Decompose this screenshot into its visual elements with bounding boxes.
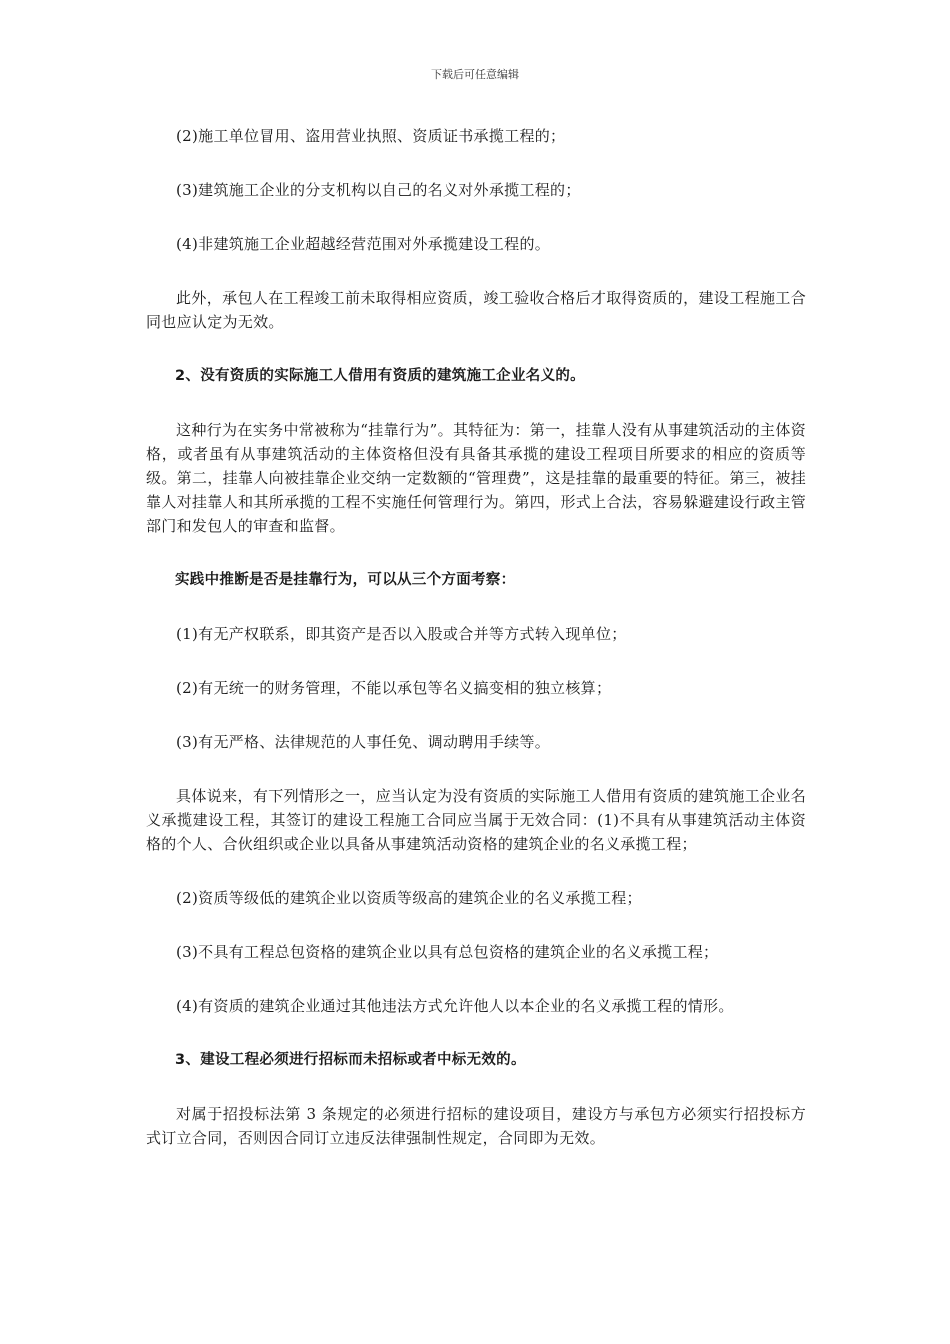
- body-paragraph: 此外，承包人在工程竣工前未取得相应资质，竣工验收合格后才取得资质的，建设工程施工合同也应认定为无效。: [146, 289, 806, 331]
- list-item: (3)不具有工程总包资格的建筑企业以具有总包资格的建筑企业的名义承揽工程；: [176, 943, 719, 961]
- body-paragraph: 对属于招投标法第 3 条规定的必须进行招标的建设项目，建设方与承包方必须实行招投标方式订立合同，否则因合同订立违反法律强制性规定，合同即为无效。: [146, 1105, 806, 1147]
- list-item: (1)有无产权联系，即其资产是否以入股或合并等方式转入现单位；: [176, 625, 627, 643]
- body-paragraph: 具体说来，有下列情形之一，应当认定为没有资质的实际施工人借用有资质的建筑施工企业名义承揽建设工程，其签订的建设工程施工合同应当属于无效合同：(1)不具有从事建筑活动主体资格的个人、合伙组织或企业以具备从事建筑活动资格的建筑企业的名义承揽工程；: [146, 787, 806, 853]
- list-item: (2)有无统一的财务管理，不能以承包等名义搞变相的独立核算；: [176, 679, 612, 697]
- section-heading: 实践中推断是否是挂靠行为，可以从三个方面考察：: [175, 572, 516, 588]
- list-item: (2)施工单位冒用、盗用营业执照、资质证书承揽工程的；: [176, 127, 566, 145]
- list-item: (4)有资质的建筑企业通过其他违法方式允许他人以本企业的名义承揽工程的情形。: [176, 997, 734, 1015]
- body-paragraph: 这种行为在实务中常被称为“挂靠行为”。其特征为：第一，挂靠人没有从事建筑活动的主体资格，或者虽有从事建筑活动的主体资格但没有具备其承揽的建设工程项目所要求的相应的资质等级。第二，挂靠人向被挂靠企业交纳一定数额的“管理费”，这是挂靠的最重要的特征。第三，被挂靠人对挂靠人和其所承揽的工程不实施任何管理行为。第四，形式上合法，容易躲避建设行政主管部门和发包人的审查和监督。: [146, 421, 806, 535]
- list-item: (3)有无严格、法律规范的人事任免、调动聘用手续等。: [176, 733, 551, 751]
- section-heading: 2、没有资质的实际施工人借用有资质的建筑施工企业名义的。: [175, 368, 585, 384]
- list-item: (4)非建筑施工企业超越经营范围对外承揽建设工程的。: [176, 235, 551, 253]
- list-item: (2)资质等级低的建筑企业以资质等级高的建筑企业的名义承揽工程；: [176, 889, 642, 907]
- page-header: 下载后可任意编辑: [431, 68, 519, 81]
- list-item: (3)建筑施工企业的分支机构以自己的名义对外承揽工程的；: [176, 181, 581, 199]
- section-heading: 3、建设工程必须进行招标而未招标或者中标无效的。: [175, 1052, 526, 1068]
- document-body: [146, 124, 806, 1180]
